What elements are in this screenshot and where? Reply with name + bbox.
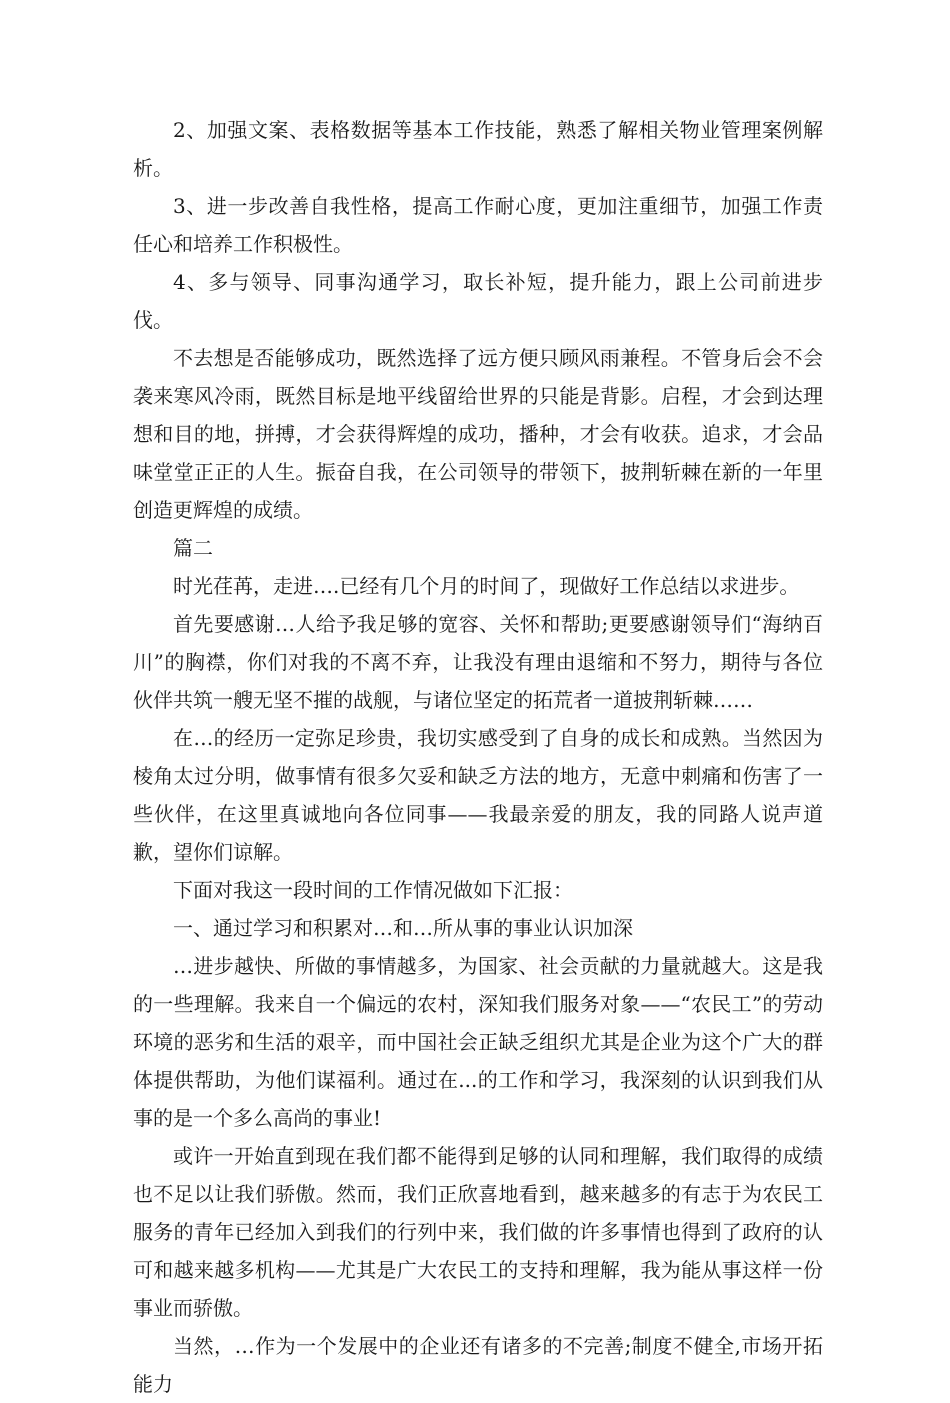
paragraph-thanks: 首先要感谢…人给予我足够的宽容、关怀和帮助;更要感谢领导们“海纳百川”的胸襟，你们对我的不离不弃，让我没有理由退缩和不努力，期待与各位伙伴共筑一艘无坚不摧的战舰，与诸位坚定的拓荒者一道披荆斩棘…… xyxy=(133,612,823,712)
paragraph-understanding: …进步越快、所做的事情越多，为国家、社会贡献的力量就越大。这是我的一些理解。我来自一个偏远的农村，深知我们服务对象——“农民工”的劳动环境的恶劣和生活的艰辛，而中国社会正缺乏组织尤其是企业为这个广大的群体提供帮助，为他们谋福利。通过在...的工作和学习，我深刻的认识到我们从事的是一个多么高尚的事业! xyxy=(133,954,823,1130)
paragraph-item-4-communication: 4、多与领导、同事沟通学习，取长补短，提升能力，跟上公司前进步伐。 xyxy=(133,270,823,332)
paragraph-experience: 在…的经历一定弥足珍贵，我切实感受到了自身的成长和成熟。当然因为棱角太过分明，做事情有很多欠妥和缺乏方法的地方，无意中刺痛和伤害了一些伙伴，在这里真诚地向各位同事——我最亲爱的朋友，我的同路人说声道歉，望你们谅解。 xyxy=(133,726,823,864)
paragraph-item-2-skills: 2、加强文案、表格数据等基本工作技能，熟悉了解相关物业管理案例解析。 xyxy=(133,118,823,180)
paragraph-closing-motivation: 不去想是否能够成功，既然选择了远方便只顾风雨兼程。不管身后会不会袭来寒风冷雨，既然目标是地平线留给世界的只能是背影。启程，才会到达理想和目的地，拼搏，才会获得辉煌的成功，播种，才会有收获。追求，才会品味堂堂正正的人生。振奋自我，在公司领导的带领下，披荆斩棘在新的一年里创造更辉煌的成绩。 xyxy=(133,346,823,522)
document-body xyxy=(133,111,823,1403)
subheading-learning: 一、通过学习和积累对…和…所从事的事业认识加深 xyxy=(173,916,633,940)
paragraph-report-lead: 下面对我这一段时间的工作情况做如下汇报： xyxy=(173,878,573,902)
paragraph-item-3-personality: 3、进一步改善自我性格，提高工作耐心度，更加注重细节，加强工作责任心和培养工作积极性。 xyxy=(133,194,823,256)
paragraph-shortcomings: 当然，…作为一个发展中的企业还有诸多的不完善;制度不健全,市场开拓能力 xyxy=(133,1334,823,1396)
section-heading-part-two: 篇二 xyxy=(173,536,213,560)
paragraph-recognition: 或许一开始直到现在我们都不能得到足够的认同和理解，我们取得的成绩也不足以让我们骄傲。然而，我们正欣喜地看到，越来越多的有志于为农民工服务的青年已经加入到我们的行列中来，我们做的许多事情也得到了政府的认可和越来越多机构——尤其是广大农民工的支持和理解，我为能从事这样一份事业而骄傲。 xyxy=(133,1144,823,1320)
paragraph-intro: 时光荏苒，走进….已经有几个月的时间了，现做好工作总结以求进步。 xyxy=(173,574,800,598)
